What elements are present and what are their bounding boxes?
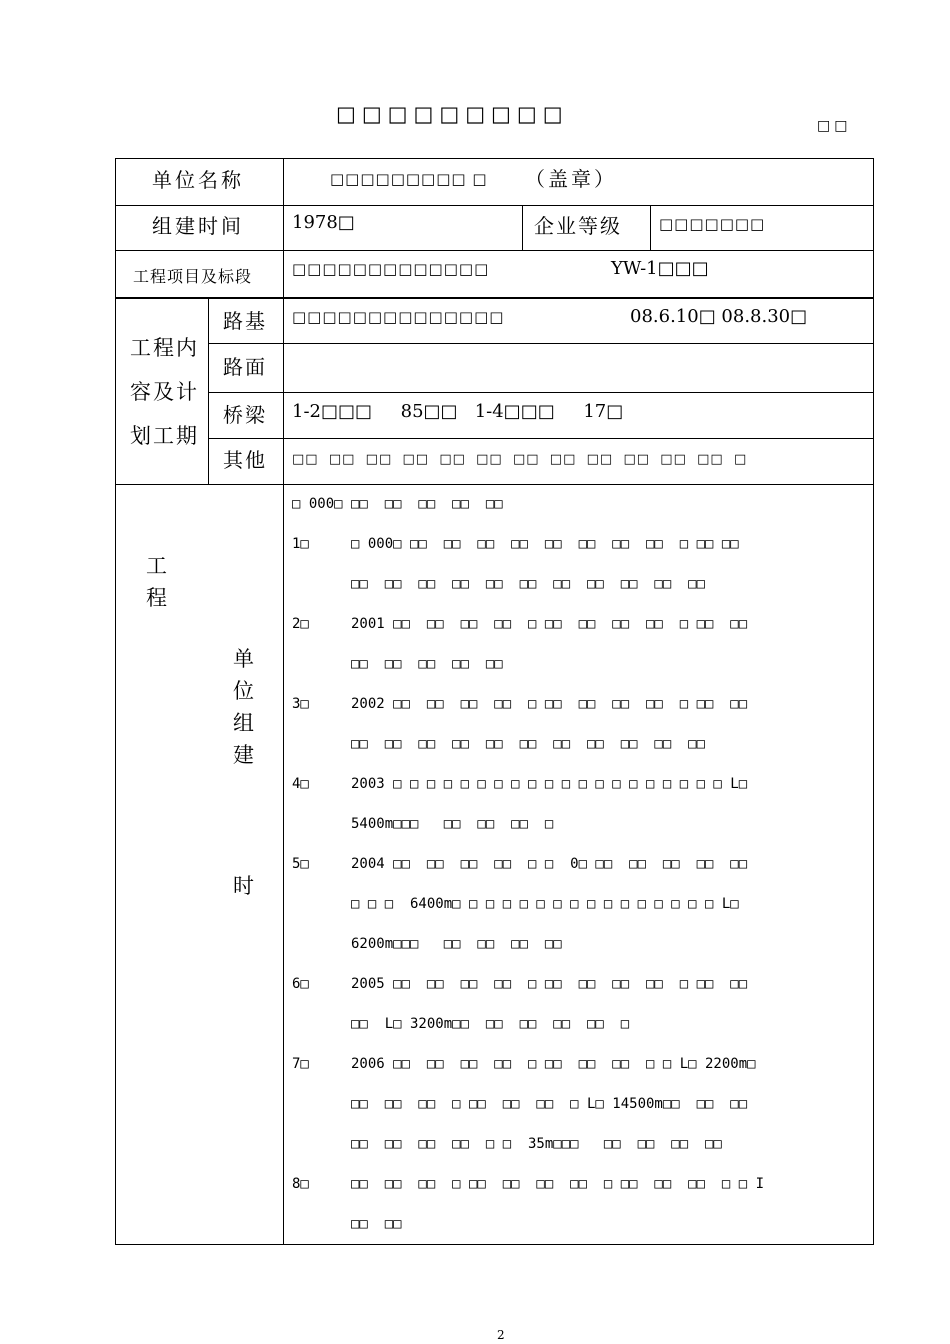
history-label-mid (233, 643, 254, 771)
history-label-bottom: 时 (233, 874, 254, 898)
table-border-top (115, 158, 874, 159)
history-line: 2□ 2001 □□ □□ □□ □□ □ □□ □□ □□ □□ □ □□ □□ (292, 616, 748, 632)
history-label-top (146, 550, 167, 614)
table-border-left (115, 158, 116, 1245)
history-line: □ □ □ 6400m□ □ □ □ □ □ □ □ □ □ □ □ □ □ □ □ L□ (292, 896, 739, 912)
column-divider (208, 298, 209, 485)
row-divider (208, 343, 874, 344)
history-line: 5400m□□□ □□ □□ □□ □ (292, 816, 554, 832)
unit-name-label: 单位名称 (152, 168, 244, 192)
history-label-char: 单 (233, 647, 254, 671)
history-line: □□ □□ □□ □□ □□ (292, 656, 503, 672)
pavement-label: 路面 (223, 355, 267, 379)
project-section: YW-1□□□ (611, 258, 709, 279)
roadbed-label: 路基 (223, 309, 267, 333)
row-divider (115, 297, 874, 299)
history-line: □□ □□ (292, 1216, 402, 1232)
content-label-line: 工程内 (130, 336, 199, 360)
row-divider (115, 250, 874, 251)
founded-label: 组建时间 (152, 214, 244, 238)
content-label (130, 326, 199, 458)
document-title: □□□□□□□□□ (336, 102, 569, 126)
unit-name-value: □□□□□□□□□ □ (330, 170, 488, 188)
roadbed-value: □□□□□□□□□□□□□□ (292, 308, 505, 326)
history-line: □ 000□ □□ □□ □□ □□ □□ (292, 496, 503, 512)
history-line: 3□ 2002 □□ □□ □□ □□ □ □□ □□ □□ □□ □ □□ □□ (292, 696, 748, 712)
row-divider (208, 438, 874, 439)
content-label-line: 划工期 (130, 424, 199, 448)
history-label-char: 位 (233, 679, 254, 703)
content-label-line: 容及计 (130, 380, 199, 404)
table-border-bottom (115, 1244, 874, 1245)
project-value: □□□□□□□□□□□□□ (292, 260, 490, 278)
bridge-value: 1-2□□□ 85□□ 1-4□□□ 17□ (292, 401, 624, 422)
row-divider (115, 205, 874, 206)
page-number: 2 (497, 1328, 505, 1342)
history-line: □□ □□ □□ □□ □□ □□ □□ □□ □□ □□ □□ (292, 576, 706, 592)
history-line: □□ □□ □□ □ □□ □□ □□ □ L□ 14500m□□ □□ □□ (292, 1096, 748, 1112)
project-label: 工程项目及标段 (133, 267, 253, 286)
column-divider (522, 205, 523, 251)
history-label-char: 建 (233, 743, 254, 767)
history-label-char: 组 (233, 711, 254, 735)
table-border-right (873, 158, 874, 1245)
other-label: 其他 (223, 448, 267, 472)
roadbed-period: 08.6.10□ 08.8.30□ (630, 306, 808, 327)
column-divider (283, 158, 284, 1245)
history-line: 6□ 2005 □□ □□ □□ □□ □ □□ □□ □□ □□ □ □□ □□ (292, 976, 748, 992)
history-line: 8□ □□ □□ □□ □ □□ □□ □□ □□ □ □□ □□ □□ □ □ I (292, 1176, 765, 1192)
column-divider (650, 205, 651, 251)
stamp-note: （盖章） (525, 167, 617, 191)
history-line: 6200m□□□ □□ □□ □□ □□ (292, 936, 562, 952)
history-label-char: 程 (146, 586, 167, 610)
history-line: 5□ 2004 □□ □□ □□ □□ □ □ 0□ □□ □□ □□ □□ □□ (292, 856, 748, 872)
history-label-char: 工 (146, 554, 167, 578)
history-line: □□ □□ □□ □□ □□ □□ □□ □□ □□ □□ □□ (292, 736, 706, 752)
row-divider (208, 392, 874, 393)
grade-label: 企业等级 (534, 214, 622, 238)
history-line: □□ L□ 3200m□□ □□ □□ □□ □□ □ (292, 1016, 630, 1032)
history-line: 4□ 2003 □ □ □ □ □ □ □ □ □ □ □ □ □ □ □ □ □ □ □ □ L□ (292, 776, 748, 792)
history-line: □□ □□ □□ □□ □ □ 35m□□□ □□ □□ □□ □□ (292, 1136, 722, 1152)
bridge-label: 桥梁 (223, 403, 267, 427)
founded-value: 1978□ (292, 212, 355, 233)
other-value: □□ □□ □□ □□ □□ □□ □□ □□ □□ □□ □□ □□ □ (292, 452, 748, 467)
row-divider (115, 484, 874, 485)
grade-value: □□□□□□□ (659, 215, 766, 233)
history-line: 7□ 2006 □□ □□ □□ □□ □ □□ □□ □□ □ □ L□ 2200m□ (292, 1056, 756, 1072)
history-line: 1□ □ 000□ □□ □□ □□ □□ □□ □□ □□ □□ □ □□ □□ (292, 536, 739, 552)
corner-note: □□ (817, 118, 852, 134)
